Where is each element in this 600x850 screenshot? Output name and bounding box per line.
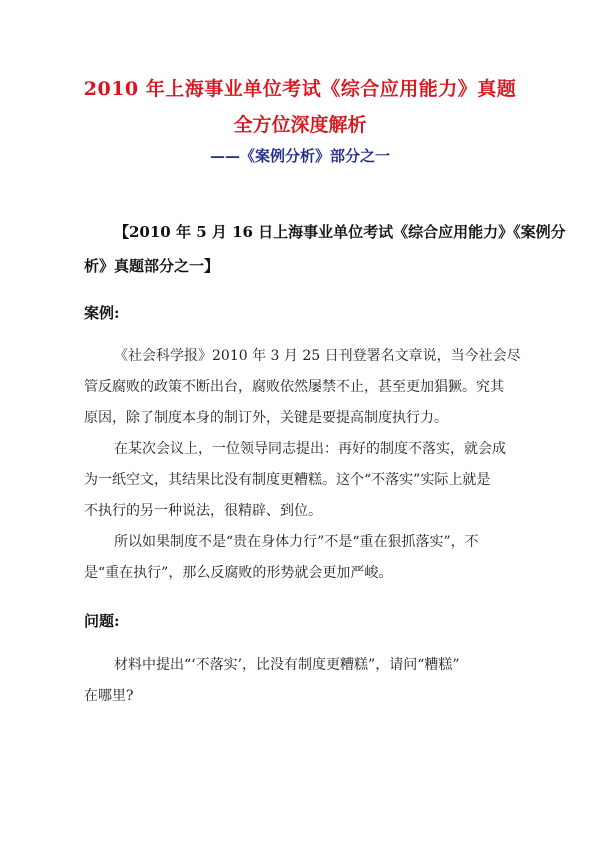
section-heading-line-2: 析》真题部分之一】 <box>84 257 220 275</box>
document-subtitle: ——《案例分析》部分之一 <box>209 147 390 165</box>
paragraph-line: 《社会科学报》2010 年 3 月 25 日刊登署名文章说，当今社会尽 <box>114 348 521 364</box>
document-title-line-2: 全方位深度解析 <box>233 114 367 136</box>
paragraph-line: 是“重在执行”，那么反腐败的形势就会更加严峻。 <box>84 565 393 581</box>
case-label: 案例: <box>84 304 120 322</box>
case-paragraph-1 <box>84 341 524 434</box>
question-paragraph <box>84 650 524 712</box>
paragraph-line: 在哪里? <box>84 688 134 704</box>
paragraph-line: 管反腐败的政策不断出台，腐败依然屡禁不止，甚至更加猖獗。究其 <box>84 379 504 395</box>
paragraph-line: 材料中提出“‘不落实’，比没有制度更糟糕”，请问“糟糕” <box>114 657 460 673</box>
question-label: 问题: <box>84 612 120 630</box>
document-title-line-1: 2010 年上海事业单位考试《综合应用能力》真题 <box>83 78 517 100</box>
paragraph-line: 所以如果制度不是“贵在身体力行”不是“重在狠抓落实”，不 <box>114 534 479 550</box>
section-heading <box>84 215 566 283</box>
paragraph-line: 原因，除了制度本身的制订外，关键是要提高制度执行力。 <box>84 410 448 426</box>
case-paragraph-3 <box>84 527 524 589</box>
paragraph-line: 为一纸空文，其结果比没有制度更糟糕。这个“不落实”实际上就是 <box>84 472 491 488</box>
paragraph-line: 不执行的另一种说法，很精辟、到位。 <box>84 503 322 519</box>
section-heading-line-1: 【2010 年 5 月 16 日上海事业单位考试《综合应用能力》《案例分 <box>114 223 566 241</box>
paragraph-line: 在某次会议上，一位领导同志提出：再好的制度不落实，就会成 <box>114 441 506 457</box>
case-paragraph-2 <box>84 434 524 527</box>
